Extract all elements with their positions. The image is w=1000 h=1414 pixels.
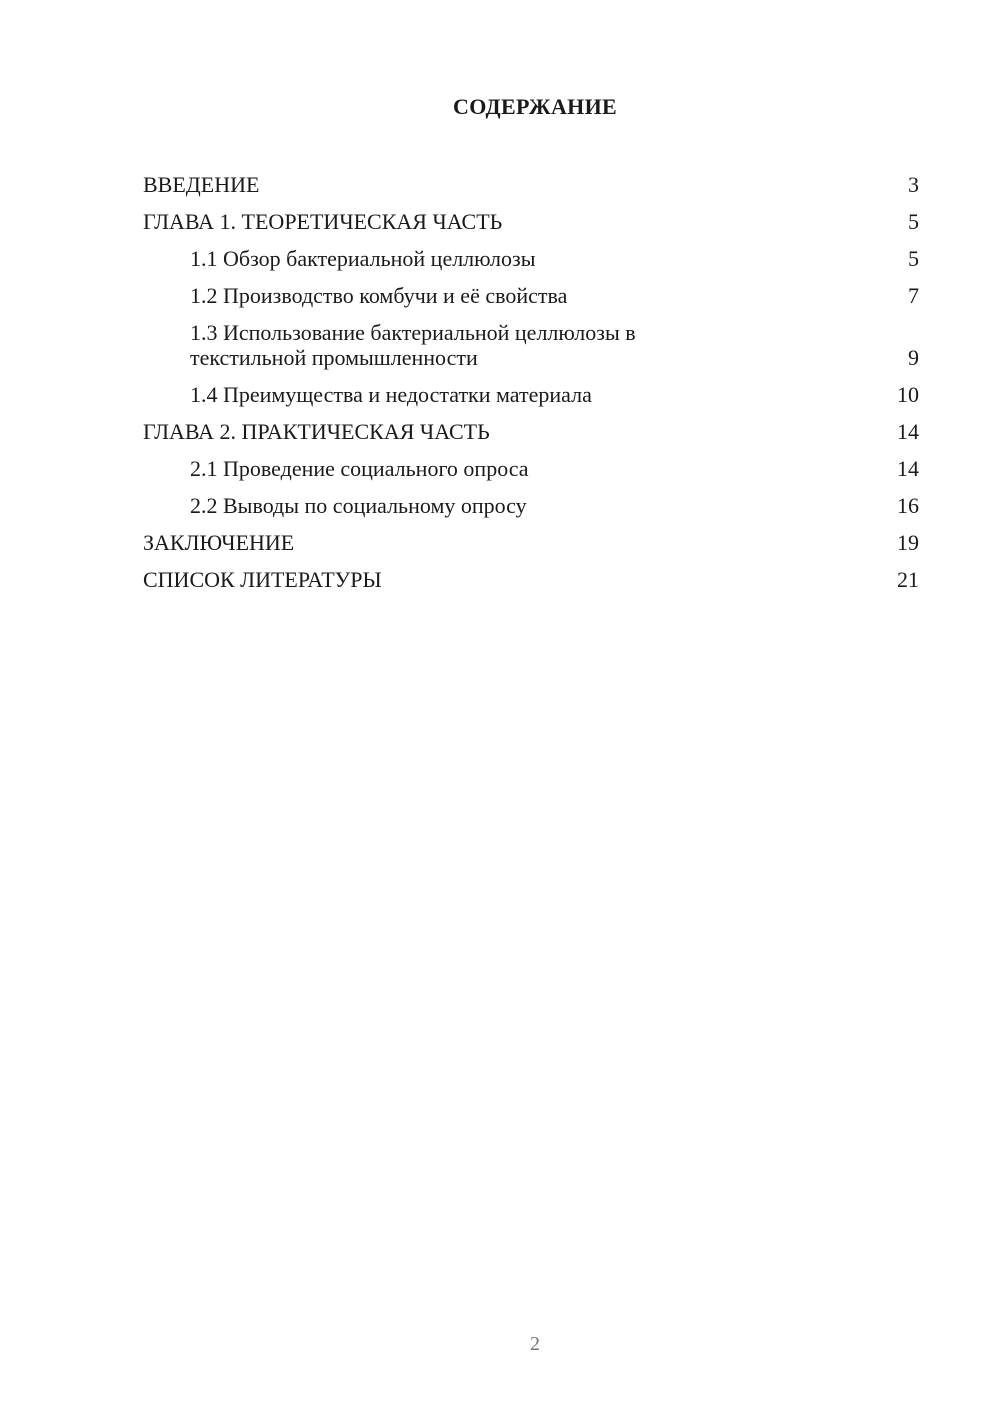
toc-entry-label — [190, 382, 889, 407]
toc-entry-label — [190, 493, 889, 518]
table-of-contents — [143, 166, 919, 598]
toc-entry-label — [190, 283, 889, 308]
toc-entry-page-number: 21 — [897, 567, 919, 592]
toc-entry-label — [143, 567, 889, 592]
toc-entry-label-line: ГЛАВА 1. ТЕОРЕТИЧЕСКАЯ ЧАСТЬ — [143, 209, 503, 234]
toc-entry-page-number: 7 — [908, 283, 919, 308]
toc-entry-page-number: 19 — [897, 530, 919, 555]
toc-entry-label-line: СПИСОК ЛИТЕРАТУРЫ — [143, 567, 382, 592]
toc-chapter-entry — [143, 413, 919, 450]
toc-entry-label — [143, 530, 889, 555]
toc-entry-label-line: 2.1 Проведение социального опроса — [190, 456, 529, 481]
toc-entry-page-number: 3 — [908, 172, 919, 197]
toc-entry-label — [143, 172, 889, 197]
toc-chapter-entry — [143, 166, 919, 203]
toc-entry-label — [190, 246, 889, 271]
toc-entry-label — [143, 209, 889, 234]
toc-entry-label-line: ВВЕДЕНИЕ — [143, 172, 260, 197]
toc-section-entry — [143, 487, 919, 524]
page-number: 2 — [530, 1333, 540, 1355]
toc-entry-label-line: 1.3 Использование бактериальной целлюлозы в — [190, 320, 636, 345]
toc-entry-page-number: 16 — [897, 493, 919, 518]
page-title: СОДЕРЖАНИЕ — [453, 94, 617, 119]
toc-entry-page-number: 14 — [897, 419, 919, 444]
toc-entry-page-number: 10 — [897, 382, 919, 407]
toc-entry-label-line: ЗАКЛЮЧЕНИЕ — [143, 530, 295, 555]
toc-entry-label — [190, 320, 889, 370]
toc-chapter-entry — [143, 561, 919, 598]
toc-section-entry — [143, 376, 919, 413]
toc-chapter-entry — [143, 203, 919, 240]
toc-entry-label-line: 1.2 Производство комбучи и её свойства — [190, 283, 568, 308]
toc-entry-page-number: 9 — [908, 345, 919, 370]
toc-section-entry — [143, 240, 919, 277]
toc-entry-label — [190, 456, 889, 481]
toc-section-entry — [143, 314, 919, 376]
toc-section-entry — [143, 277, 919, 314]
toc-entry-label — [143, 419, 889, 444]
toc-chapter-entry — [143, 524, 919, 561]
toc-entry-label-line: 1.4 Преимущества и недостатки материала — [190, 382, 592, 407]
toc-entry-page-number: 5 — [908, 246, 919, 271]
toc-entry-label-line: 2.2 Выводы по социальному опросу — [190, 493, 527, 518]
toc-section-entry — [143, 450, 919, 487]
toc-entry-label-line: ГЛАВА 2. ПРАКТИЧЕСКАЯ ЧАСТЬ — [143, 419, 490, 444]
toc-entry-label-line: текстильной промышленности — [190, 345, 478, 370]
toc-entry-label-line: 1.1 Обзор бактериальной целлюлозы — [190, 246, 536, 271]
toc-entry-page-number: 5 — [908, 209, 919, 234]
toc-entry-page-number: 14 — [897, 456, 919, 481]
